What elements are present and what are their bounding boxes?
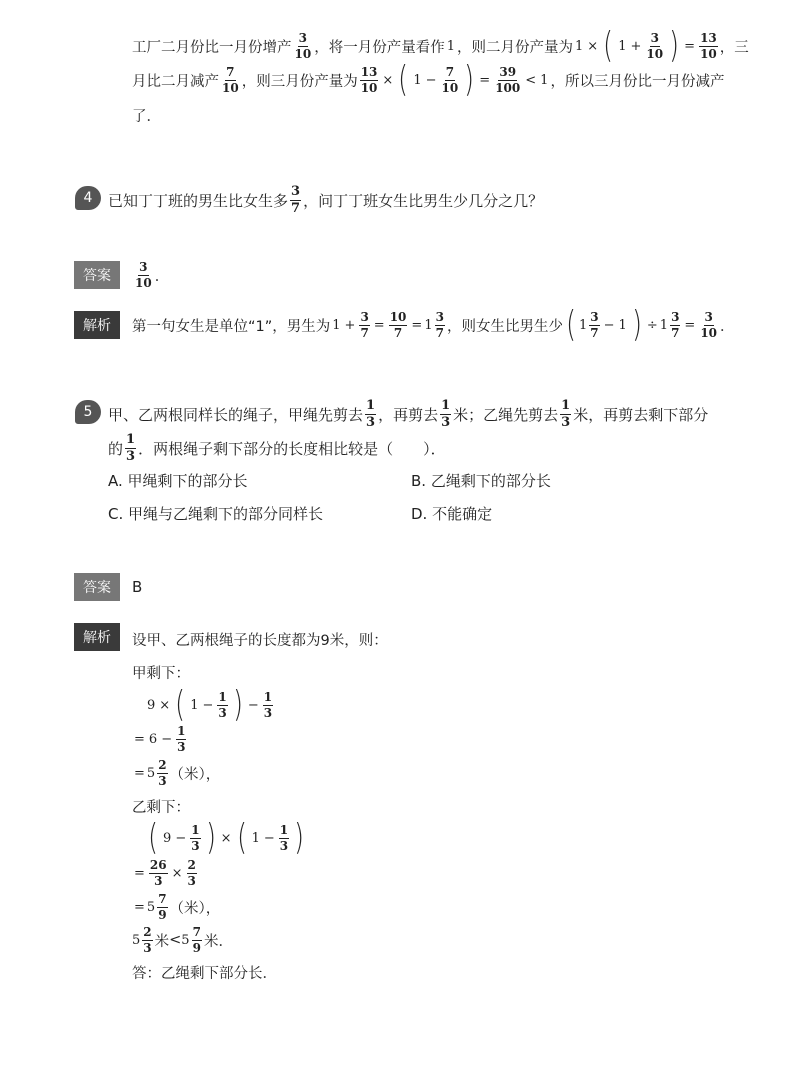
explanation-intro: 设甲、乙两根绳子的长度都为9米，则： xyxy=(132,633,388,649)
option-c[interactable]: C. 甲绳与乙绳剩下的部分同样长 xyxy=(108,505,324,523)
option-a[interactable]: A. 甲绳剩下的部分长 xyxy=(108,472,248,490)
jia-label: 甲剩下： xyxy=(132,666,190,682)
math-step: = 5 $\frac{7}{9}$ （米）， xyxy=(134,891,221,922)
explanation-tag: 解析 xyxy=(74,623,120,651)
option-d[interactable]: D. 不能确定 xyxy=(411,505,493,523)
math-step: 9 × ( 1 − $\frac{1}{3}$ ) − $\frac{1}{3}$ xyxy=(147,684,273,725)
answer-tag: 答案 xyxy=(74,573,120,601)
math-step: = $\frac{26}{3}$ × $\frac{2}{3}$ xyxy=(134,857,196,888)
math-step: = 5 $\frac{2}{3}$ （米）， xyxy=(134,757,221,788)
conclusion: 答：乙绳剩下部分长． xyxy=(132,966,277,982)
answer-value: B xyxy=(132,578,143,596)
top-line-2: 月比二月减产 $\frac{7}{10}$ ，则三月份产量为 $\frac{13}{10}$ × ( 1 − $\frac{7}{10}$ ) = $\frac{39}{100}$ < 1 ，所以三月份比一月份减产 xyxy=(132,59,725,100)
question-number-badge: 4 xyxy=(75,186,101,210)
question-number-badge: 5 xyxy=(75,400,101,424)
question-5-line-1: 甲、乙两根同样长的绳子，甲绳先剪去 $\frac{1}{3}$ ，再剪去 $\frac{1}{3}$ 米；乙绳先剪去 $\frac{1}{3}$ 米，再剪去剩下部分 xyxy=(108,397,709,430)
explanation-tag: 解析 xyxy=(74,311,120,339)
top-line-1: 工厂二月份比一月份增产 $\frac{3}{10}$ ，将一月份产量看作 1 ，则二月份产量为 1 × ( 1 + $\frac{3}{10}$ ) = $\frac{13}{10}$ ，三 xyxy=(132,25,749,66)
math-step: ( 9 − $\frac{1}{3}$ ) × ( 1 − $\frac{1}{3}$ ) xyxy=(148,817,305,858)
math-step: = 6 − $\frac{1}{3}$ xyxy=(134,723,186,754)
fraction: $\frac{3}{10}$ xyxy=(294,30,312,61)
yi-label: 乙剩下： xyxy=(132,800,190,816)
answer-value: $\frac{3}{10}$ ． xyxy=(135,259,170,290)
explanation-text: 第一句女生是单位“1”，男生为 1 + $\frac{3}{7}$ = $\frac{10}{7}$ = 1 $\frac{3}{7}$ ，则女生比男生少 ( 1 $\frac{3}{7}$ − 1 ) ÷ 1 $\frac{3}{7}$ = $\frac{3}{10}$ ． xyxy=(132,304,735,345)
math-comparison: 5 $\frac{2}{3}$ 米 < 5 $\frac{7}{9}$ 米 ． xyxy=(132,924,233,955)
top-line-3: 了． xyxy=(132,108,161,125)
option-b[interactable]: B. 乙绳剩下的部分长 xyxy=(411,472,551,490)
question-4-text: 已知丁丁班的男生比女生多 $\frac{3}{7}$ ，问丁丁班女生比男生少几分之几？ xyxy=(108,183,544,216)
question-5-line-2: 的 $\frac{1}{3}$ ．两根绳子剩下部分的长度相比较是（ ）． xyxy=(108,431,446,464)
answer-tag: 答案 xyxy=(74,261,120,289)
